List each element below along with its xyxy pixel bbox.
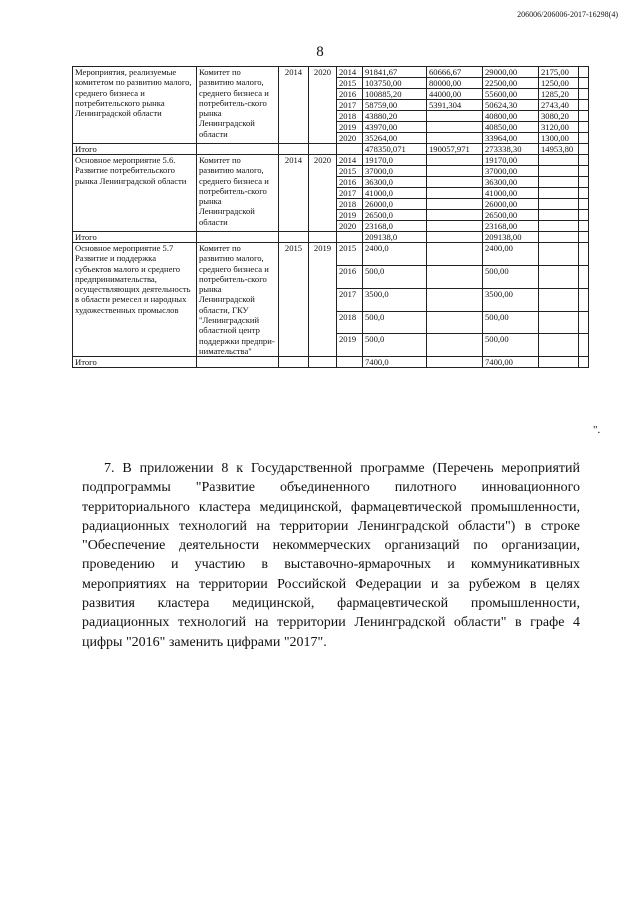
amount-c2-cell: 50624,30 [483,100,539,111]
year-cell: 2015 [337,243,363,266]
year-cell: 2016 [337,89,363,100]
amount-total-cell: 37000,0 [363,166,427,177]
empty-cell [279,144,309,155]
empty-cell [579,155,589,166]
amount-c2-cell: 55600,00 [483,89,539,100]
empty-cell [579,188,589,199]
measure-name-cell: Основное мероприятие 5.7 Развитие и поддержка субъектов малого и среднего предпринимательства, осуществляющих деятельность в области ремесел и народных художественных промыслов [73,243,197,357]
amount-c1-cell [427,243,483,266]
amount-c2-cell: 22500,00 [483,78,539,89]
amount-c1-cell [427,210,483,221]
year-cell: 2016 [337,265,363,288]
total-label-cell: Итого [73,232,197,243]
empty-cell [579,265,589,288]
empty-cell [579,144,589,155]
year-cell: 2018 [337,311,363,334]
amount-c2-cell: 26500,00 [483,210,539,221]
total-c2-cell: 7400,00 [483,357,539,368]
year-cell: 2014 [337,155,363,166]
amount-c3-cell: 1250,00 [539,78,579,89]
empty-cell [579,111,589,122]
end-year-cell: 2020 [309,67,337,144]
page-number: 8 [316,44,324,60]
start-year-cell: 2015 [279,243,309,357]
amount-total-cell: 23168,0 [363,221,427,232]
total-c3-cell [539,232,579,243]
amount-c3-cell [539,155,579,166]
total-label-cell: Итого [73,144,197,155]
amount-total-cell: 500,0 [363,334,427,357]
empty-cell [279,357,309,368]
amount-total-cell: 43880,20 [363,111,427,122]
total-row [73,357,589,368]
amount-total-cell: 100885,20 [363,89,427,100]
amount-c1-cell: 5391,304 [427,100,483,111]
amount-c3-cell [539,210,579,221]
year-cell: 2019 [337,122,363,133]
amount-c2-cell: 33964,00 [483,133,539,144]
empty-cell [579,311,589,334]
amount-c2-cell: 37000,00 [483,166,539,177]
amount-c2-cell: 23168,00 [483,221,539,232]
empty-cell [579,210,589,221]
year-cell: 2019 [337,210,363,221]
amount-c1-cell [427,265,483,288]
amount-c3-cell [539,221,579,232]
empty-cell [579,166,589,177]
empty-cell [579,177,589,188]
measure-name-cell: Мероприятия, реализуемые комитетом по развитию малого, среднего бизнеса и потребительского рынка Ленинградской области [73,67,197,144]
empty-cell [197,357,279,368]
empty-cell [309,232,337,243]
empty-cell [197,144,279,155]
amount-c2-cell: 29000,00 [483,67,539,78]
year-cell: 2020 [337,221,363,232]
year-cell: 2017 [337,100,363,111]
empty-cell [579,67,589,78]
amount-c3-cell [539,166,579,177]
amount-c2-cell: 40850,00 [483,122,539,133]
amendment-text: 7. В приложении 8 к Государственной программе (Перечень мероприятий подпрограммы "Развитие объединенного пилотного инновационного территориального кластера медицинской, фармацевтической промышленности, радиационных технологий на территории Ленинградской области") в строке "Обеспечение деятельности некоммерческих организаций по организации, проведению и участию в выставочно-ярмарочных и коммуникативных мероприятиях на территории Российской Федерации и за рубежом в целях развития кластера медицинской, фармацевтической промышленности, радиационных технологий на территории Ленинградской области" в графе 4 цифры "2016" заменить цифрами "2017". [82,461,580,650]
amount-c1-cell [427,166,483,177]
empty-cell [579,288,589,311]
amount-total-cell: 19170,0 [363,155,427,166]
amount-c1-cell [427,334,483,357]
amount-total-cell: 2400,0 [363,243,427,266]
total-c1-cell [427,232,483,243]
amount-c1-cell [427,177,483,188]
start-year-cell: 2014 [279,155,309,232]
amount-c1-cell: 60666,67 [427,67,483,78]
amount-c2-cell: 2400,00 [483,243,539,266]
amount-total-cell: 103750,00 [363,78,427,89]
amount-c3-cell [539,265,579,288]
empty-cell [309,144,337,155]
total-total-cell: 209138,0 [363,232,427,243]
table-row [73,243,589,266]
amount-c2-cell: 500,00 [483,265,539,288]
amount-c1-cell [427,199,483,210]
total-row [73,144,589,155]
total-c1-cell: 190057,971 [427,144,483,155]
amount-c2-cell: 500,00 [483,311,539,334]
total-total-cell: 7400,0 [363,357,427,368]
year-cell: 2020 [337,133,363,144]
amount-c2-cell: 500,00 [483,334,539,357]
closing-quote: ". [593,424,601,436]
year-cell: 2019 [337,334,363,357]
total-c3-cell: 14953,80 [539,144,579,155]
amount-c1-cell [427,221,483,232]
amount-c3-cell [539,288,579,311]
amount-total-cell: 26500,0 [363,210,427,221]
year-cell: 2015 [337,78,363,89]
table-row [73,67,589,78]
empty-cell [579,100,589,111]
total-c2-cell: 273338,30 [483,144,539,155]
amount-total-cell: 58759,00 [363,100,427,111]
empty-cell [579,357,589,368]
amount-c3-cell [539,334,579,357]
amount-total-cell: 500,0 [363,311,427,334]
amount-c2-cell: 19170,00 [483,155,539,166]
empty-cell [197,232,279,243]
amount-total-cell: 500,0 [363,265,427,288]
amount-total-cell: 35264,00 [363,133,427,144]
empty-cell [337,357,363,368]
amount-c3-cell [539,311,579,334]
measures-table [72,66,589,368]
year-cell: 2017 [337,288,363,311]
amount-c1-cell [427,188,483,199]
empty-cell [579,232,589,243]
amount-total-cell: 3500,0 [363,288,427,311]
empty-cell [579,243,589,266]
total-label-cell: Итого [73,357,197,368]
total-c1-cell [427,357,483,368]
amount-c3-cell [539,243,579,266]
amount-c3-cell: 2175,00 [539,67,579,78]
total-row [73,232,589,243]
empty-cell [579,221,589,232]
total-c2-cell: 209138,00 [483,232,539,243]
executor-cell: Комитет по развитию малого, среднего бизнеса и потребитель-ского рынка Ленинградской области [197,67,279,144]
empty-cell [579,199,589,210]
total-total-cell: 478350,071 [363,144,427,155]
year-cell: 2018 [337,199,363,210]
amount-c2-cell: 36300,00 [483,177,539,188]
amount-c1-cell [427,311,483,334]
amount-c2-cell: 41000,00 [483,188,539,199]
empty-cell [579,133,589,144]
end-year-cell: 2020 [309,155,337,232]
empty-cell [279,232,309,243]
document-id: 206006/206006-2017-16298(4) [517,10,618,19]
amount-total-cell: 91841,67 [363,67,427,78]
amount-c2-cell: 26000,00 [483,199,539,210]
amount-c3-cell: 3120,00 [539,122,579,133]
amount-c3-cell: 3080,20 [539,111,579,122]
amount-c2-cell: 40800,00 [483,111,539,122]
measure-name-cell: Основное мероприятие 5.6. Развитие потребительского рынка Ленинградской области [73,155,197,232]
empty-cell [309,357,337,368]
year-cell: 2017 [337,188,363,199]
empty-cell [579,122,589,133]
empty-cell [337,232,363,243]
empty-cell [337,144,363,155]
year-cell: 2018 [337,111,363,122]
amount-c3-cell: 1285,20 [539,89,579,100]
amount-c3-cell: 2743,40 [539,100,579,111]
amount-c2-cell: 3500,00 [483,288,539,311]
amount-c3-cell [539,188,579,199]
table-row [73,155,589,166]
empty-cell [579,89,589,100]
amount-c1-cell [427,122,483,133]
amount-c3-cell: 1300,00 [539,133,579,144]
amount-c1-cell [427,155,483,166]
empty-cell [579,78,589,89]
empty-cell [579,334,589,357]
amount-c1-cell [427,133,483,144]
amount-total-cell: 43970,00 [363,122,427,133]
amount-c1-cell: 80000,00 [427,78,483,89]
total-c3-cell [539,357,579,368]
amendment-paragraph [82,459,580,652]
executor-cell: Комитет по развитию малого, среднего бизнеса и потребитель-ского рынка Ленинградской области [197,155,279,232]
year-cell: 2015 [337,166,363,177]
year-cell: 2014 [337,67,363,78]
amount-total-cell: 41000,0 [363,188,427,199]
end-year-cell: 2019 [309,243,337,357]
executor-cell: Комитет по развитию малого, среднего бизнеса и потребитель-ского рынка Ленинградской области, ГКУ "Ленинградский областной центр поддержки предпри-нимательства" [197,243,279,357]
amount-c1-cell: 44000,00 [427,89,483,100]
amount-c3-cell [539,199,579,210]
amount-total-cell: 36300,0 [363,177,427,188]
amount-c1-cell [427,111,483,122]
start-year-cell: 2014 [279,67,309,144]
amount-total-cell: 26000,0 [363,199,427,210]
year-cell: 2016 [337,177,363,188]
amount-c3-cell [539,177,579,188]
amount-c1-cell [427,288,483,311]
